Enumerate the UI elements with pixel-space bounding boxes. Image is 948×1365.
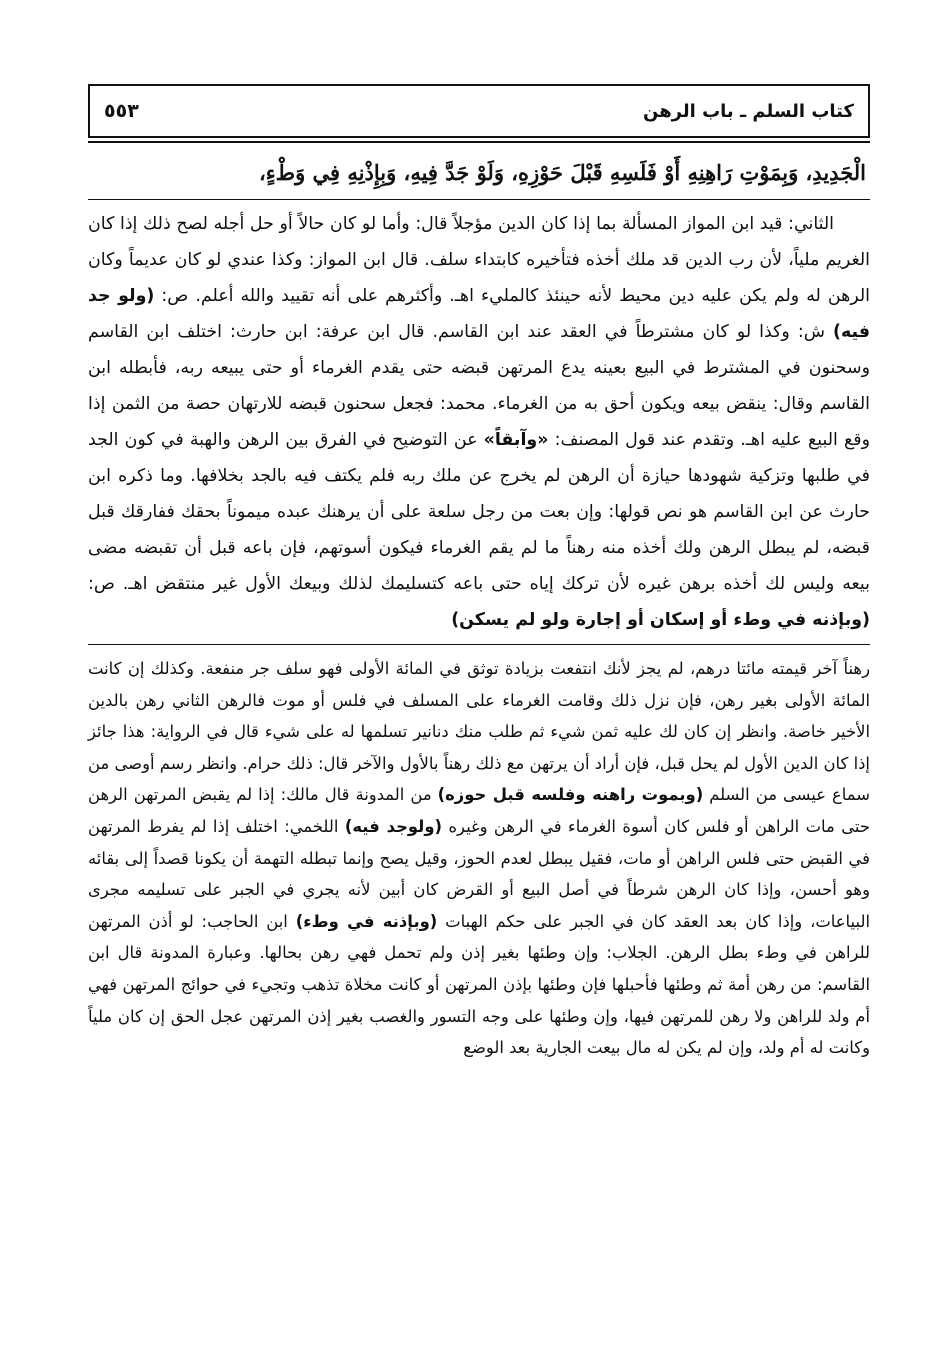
footnote-quote: (ولوجد فيه): [344, 816, 443, 836]
footnote-text: ابن الحاجب: لو أذن المرتهن للراهن في وطء بطل الرهن. الجلاب: وإن وطئها بغير إذن ولم تحمل فهي رهن بحالها. وعبارة المدونة قال ابن القاسم: من رهن أمة ثم وطئها فأحبلها فإن وطئها بإذن المرتهن أو كانت مخلاة تذهب وتجيء في حوائج المرتهن فهي أم ولد للراهن ولا رهن للمرتهن فيها، وإن وطئها على وجه التسور والغصب بغير إذن المرتهن عجل الحق إن كان ملياً وكانت له أم ولد، وإن لم يكن له مال بيعت الجارية بعد الوضع: [88, 911, 870, 1058]
commentary-text: عن التوضيح في الفرق بين الرهن والهبة في كون الجد في طلبها وتزكية شهودها حيازة أن الرهن لم يخرج عن ملك ربه فلم يكتف فيه بالجد بخلافها. وما ذكره ابن حارث عن ابن القاسم هو نص قولها: وإن بعت من رجل سلعة على أن يرهنك عبده ميموناً بحقك ففارقك قبل قبضه، لم يبطل الرهن ولك أخذه منه رهناً ما لم يقم الغرماء فيكون أسوتهم، فإن باعه قبل أن تقبضه مضى بيعه وليس لك أخذه برهن غيره لأن تركك إياه حتى باعه كتسليمك لذلك وبيعك الأول غير منتقض اهـ. ص:: [88, 430, 870, 594]
commentary-quote: (وبإذنه في وطء أو إسكان أو إجارة ولو لم يسكن): [451, 610, 870, 630]
page-number: ٥٥٣: [104, 100, 139, 122]
commentary-text: الثاني: قيد ابن المواز المسألة بما إذا كان الدين مؤجلاً قال: وأما لو كان حالاً أو حل أجله لصح ذلك إذا كان الغريم ملياً، لأن رب الدين قد ملك أخذه فتأخيره كابتداء سلف. قال ابن المواز: وكذا عندي لو كان عديماً وكان الرهن له ولم يكن عليه دين محيط لأنه حينئذ كالمليء اهـ. وأكثرهم على أنه تقييد والله أعلم. ص:: [88, 214, 871, 306]
commentary-quote: (ولو جد فيه): [88, 286, 870, 342]
divider-matn: [88, 199, 870, 200]
book-page: [88, 84, 870, 1354]
footnote-text: رهناً آخر قيمته مائتا درهم، لم يجز لأنك انتفعت بزيادة توثق في المائة الأولى فهو سلف جر منفعة. وكذلك إن كانت المائة الأولى بغير رهن، فإن نزل ذلك وقامت الغرماء على المسلف في فلس أو موت فالرهن الثاني رهن بالدين الأخير خاصة. وانظر إن كان لك عليه ثمن شيء ثم طلب منك دنانير تسلمها له على شيء قال في الرواية: هذا جائز إذا كان الدين الأول لم يحل قبل، فإن أراد أن يرتهن مع ذلك رهناً بالأول والآخر قال: ذلك حرام. وانظر رسم أوصى من سماع عيسى من السلم: [88, 659, 870, 805]
commentary-paragraph: [88, 206, 870, 638]
header-title: كتاب السلم ـ باب الرهن: [643, 100, 854, 122]
running-header: [88, 84, 870, 138]
footnote-paragraph: [88, 653, 870, 1064]
footnote-quote: (وبموت راهنه وفلسه قبل حوزه): [437, 785, 704, 805]
commentary-quote: «وآبقاً»: [483, 430, 549, 450]
footnote-quote: (وبإذنه في وطء): [295, 911, 438, 931]
footnote-block: [88, 653, 870, 1064]
header-underline: [88, 141, 870, 143]
matn-text: الْجَدِيدِ، وَبِمَوْتِ رَاهِنِهِ أَوْ فَلَسِهِ قَبْلَ حَوْزِهِ، وَلَوْ جَدَّ فِيهِ، وَبِإِذْنِهِ فِي وَطْءٍ،: [259, 160, 866, 185]
footnote-text: اللخمي: اختلف إذا لم يفرط المرتهن في القبض حتى فلس الراهن أو مات، فقيل يبطل لعدم الحوز، وقيل يصح وإنما تبطله التهمة أن يكونا قصداً إلى بقائه وهو أحسن، وإذا كان الرهن شرطاً في أصل البيع أو القرض كان أبين لأنه يجري في الجبر على تسليمه مجرى البياعات، وإذا كان بعد العقد كان في الجبر على حكم الهبات: [88, 816, 870, 931]
footnote-text: من المدونة قال مالك: إذا لم يقبض المرتهن الرهن حتى مات الراهن أو فلس كان أسوة الغرماء في الرهن وغيره: [88, 785, 870, 836]
divider-footnote: [88, 644, 870, 645]
commentary-block: [88, 206, 870, 638]
commentary-text: ش: وكذا لو كان مشترطاً في العقد عند ابن القاسم. قال ابن عرفة: ابن حارث: اختلف ابن القاسم وسحنون في المشترط في البيع بعينه يدع المرتهن قبضه حتى يقدم الغرماء أو حتى يبيعه ربه، فأبطله ابن القاسم وقال: ينقض بيعه ويكون أحق به من الغرماء. محمد: فجعل سحنون قبضه للارتهان حصة من الثمن إذا وقع البيع عليه اهـ. وتقدم عند قول المصنف:: [88, 322, 870, 450]
